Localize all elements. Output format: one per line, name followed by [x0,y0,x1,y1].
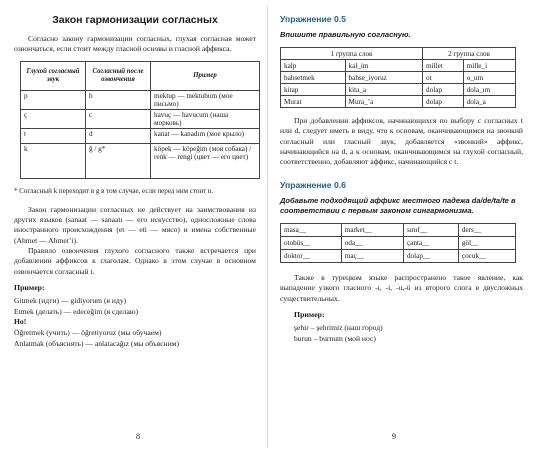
exercise-task: Добавьте подходящий аффикс местного падежа da/de/ta/te в соответствии с первым законом сингармонизма. [280,195,516,215]
blank-cell[interactable]: doktor__ [281,249,342,262]
word-cell: kitap [281,84,346,96]
blank-cell[interactable]: çanta__ [403,236,458,249]
paragraph-loanwords: Закон гармонизации согласных не действует на заимствования из других языков (sanaat — sanaatı — его искусство), односложные слова иностранного происхождения (et — eti — мясо) и имена собственные (Ahmet — Ahmet’i). [14,204,256,245]
voiced-cell: b [86,90,151,109]
example-cell: mektup — mektubum (мое письмо) [151,90,260,109]
exercise-task: Впишите правильную согласную. [280,30,411,39]
table-row [281,84,516,96]
affix-paragraph: При добавлении аффиксов, начинающихся по выбору с согласных t или d, следует иметь в виду, что к основам, оканчивающимся на звонкий согласный или гласный звук, добавляется «звонкий» аффикс, начинающийся на d, а к основам, оканчивающимся на глухой согласный, соответственно, добавляют аффикс, начинающийся с t. [280,116,523,167]
voiceless-cell: t [21,128,86,143]
table-row [281,223,516,236]
page-number-left: 8 [136,432,140,441]
blank-cell[interactable]: kita_a [345,84,423,96]
group-1-header: 1 группа слов [281,48,423,60]
voiceless-cell: ç [21,109,86,128]
page-number-right: 9 [392,432,396,441]
example-cell: kanat — kanadım (мое крыло) [151,128,260,143]
voiced-cell: ğ / g* [86,143,151,178]
blank-cell[interactable]: göl__ [458,236,515,249]
blank-cell[interactable]: dolap__ [403,249,458,262]
exercise-title: Упражнение 0.6 [280,179,346,190]
table-header-row [21,61,260,90]
blank-cell[interactable]: otobüs__ [281,236,342,249]
blank-cell[interactable]: masa__ [281,223,342,236]
table-row [281,236,516,249]
header-example: Пример [151,61,260,90]
example-label: Пример: [14,282,45,292]
table-row [21,128,260,143]
section-title: Закон гармонизации согласных [52,14,218,26]
blank-cell[interactable]: market__ [341,223,403,236]
left-page [0,0,266,455]
example-label: Пример: [294,309,325,319]
example-line: Но! [14,317,27,327]
page-divider [267,6,268,448]
voiced-cell: d [86,128,151,143]
table-row [281,249,516,262]
table-header-row [281,48,516,60]
blank-cell[interactable]: oda__ [341,236,403,249]
example-line: Gitmek (идти) — gidiyorum (я иду) [14,295,127,305]
blank-cell[interactable]: kal_im [345,60,423,72]
blank-cell[interactable]: o_um [463,72,515,84]
exercise-06-table [280,223,516,263]
blank-cell[interactable]: maç__ [341,249,403,262]
word-cell: Murat [281,96,346,108]
paragraph-verbs: Правило озвончения глухого согласного также встречается при добавлении аффиксов к глаголам. Однако в этом случае в основном озвончается согласный t. [14,245,256,276]
word-cell: dolap [423,96,464,108]
blank-cell[interactable]: bahse_iyoruz [345,72,423,84]
header-voiceless: Глухой согласный звук [21,61,86,90]
blank-cell[interactable]: mille_i [463,60,515,72]
table-row [21,109,260,128]
table-row [281,96,516,108]
example-cell: köpek — köpeğim (моя собака) / renk — rengi (цвет — его цвет) [151,143,260,178]
blank-cell[interactable]: ders__ [458,223,515,236]
voiceless-cell: k [21,143,86,178]
table-row [281,60,516,72]
table-row [21,143,260,178]
voiced-cell: c [86,109,151,128]
exercise-05-table [280,47,516,108]
voiceless-cell: p [21,90,86,109]
word-cell: kalp [281,60,346,72]
word-cell: dolap [423,84,464,96]
table-row [21,90,260,109]
example-cell: havuç — havucum (наша морковь) [151,109,260,128]
header-voiced: Согласный после озвончения [86,61,151,90]
example-line: Öğretmek (учить) — öğretiyoruz (мы обучаем) [14,328,162,338]
word-cell: ot [423,72,464,84]
group-2-header: 2 группа слов [423,48,516,60]
example-line: Etmek (делать) — edeceğim (я сделаю) [14,306,139,316]
blank-cell[interactable]: dola_ım [463,84,515,96]
example-line: şehir – şehrimiz (наш город) [294,322,383,332]
table-row [281,72,516,84]
word-cell: bahsetmek [281,72,346,84]
intro-paragraph: Согласно закону гармонизации согласных, глухая согласная может озвончаться, если стоит между гласной основы и гласной аффикса. [14,34,256,54]
blank-cell[interactable]: dola_a [463,96,515,108]
exercise-title: Упражнение 0.5 [280,14,346,24]
word-cell: millet [423,60,464,72]
footnote: * Согласный k переходит в g в том случае, если перед ним стоит n. [14,186,214,195]
example-line: Anlatmak (объяснять) — anlatacağız (мы объясним) [14,338,179,348]
right-page [270,0,533,455]
blank-cell[interactable]: çocuk__ [458,249,515,262]
example-line: burun – burnum (мой нос) [294,333,376,343]
blank-cell[interactable]: Mura_’a [345,96,423,108]
blank-cell[interactable]: sınıf__ [403,223,458,236]
consonant-table [20,61,260,179]
vowel-drop-paragraph: Также в турецком языке распространено такое явление, как выпадение узкого гласного -ı, -i, -u,-ü из второго слога в двусложных существительных. [280,272,523,303]
